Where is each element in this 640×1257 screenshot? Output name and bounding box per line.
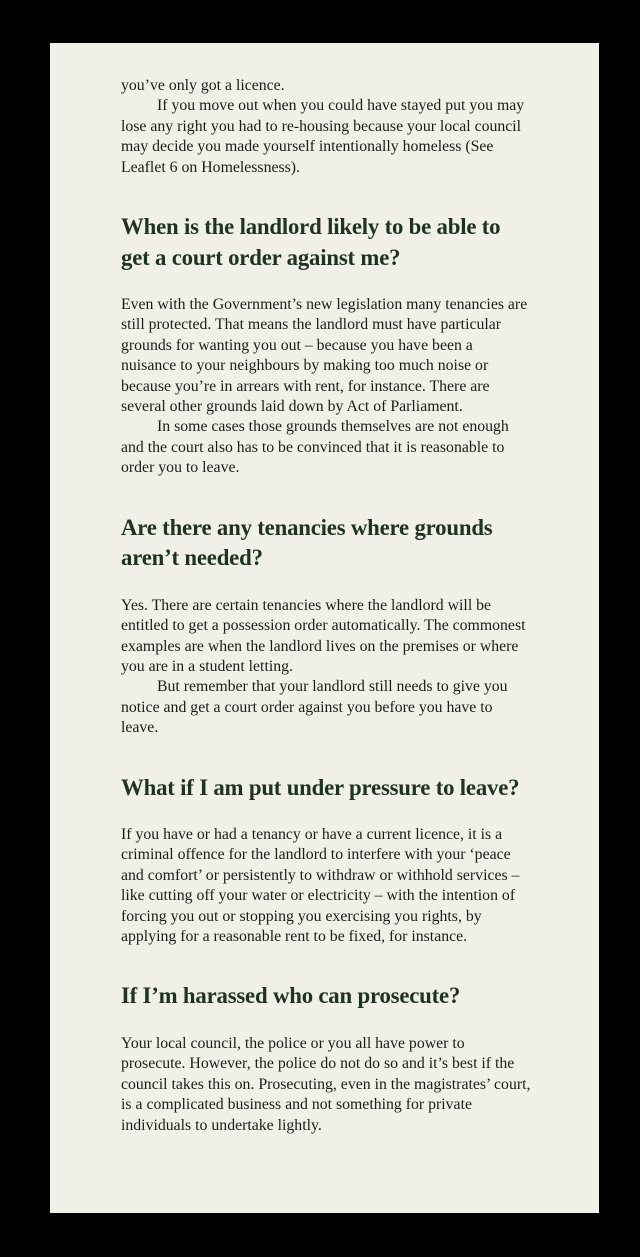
page-content [121, 76, 531, 1136]
section-paragraph: If you have or had a tenancy or have a current licence, it is a criminal offence for the landlord to interfere with your ‘peace and comfort’ or persistently to withdraw or withhold services – like cutting off your water or electricity – with the intention of forcing you out or stopping you exercising you rights, by applying for a reasonable rent to be fixed, for instance. [121, 826, 520, 946]
section-heading-grounds-not-needed: Are there any tenancies where grounds aren’t needed? [121, 514, 493, 571]
section-heading-who-can-prosecute: If I’m harassed who can prosecute? [121, 983, 461, 1009]
document-page [50, 43, 599, 1213]
intro-line: you’ve only got a licence. [121, 77, 285, 94]
section-paragraph: In some cases those grounds themselves are not enough and the court also has to be convinced that it is reasonable to order you to leave. [121, 418, 509, 477]
section-heading-court-order: When is the landlord likely to be able to get a court order against me? [121, 214, 501, 270]
section-paragraph: Even with the Government’s new legislation many tenancies are still protected. That means the landlord must have particular grounds for wanting you out – because you have been a nuisance to your neighbours by making too much noise or because you’re in arrears with rent, for instance. There are several other grounds laid down by Act of Parliament. [121, 296, 528, 416]
section-paragraph: Your local council, the police or you all have power to prosecute. However, the police do not do so and it’s best if the council takes this on. Prosecuting, even in the magistrates’ court, is a complicated business and not something for private individuals to undertake lightly. [121, 1034, 531, 1134]
section-paragraph: But remember that your landlord still needs to give you notice and get a court order against you before you have to leave. [121, 678, 508, 737]
section-paragraph: Yes. There are certain tenancies where the landlord will be entitled to get a possession order automatically. The commonest examples are when the landlord lives on the premises or where you are in a student letting. [121, 596, 526, 675]
section-heading-pressure-to-leave: What if I am put under pressure to leave? [121, 774, 520, 800]
intro-paragraph: If you move out when you could have stayed put you may lose any right you had to re-housing because your local council may decide you made yourself intentionally homeless (See Leaflet 6 on Homelessness). [121, 97, 525, 176]
